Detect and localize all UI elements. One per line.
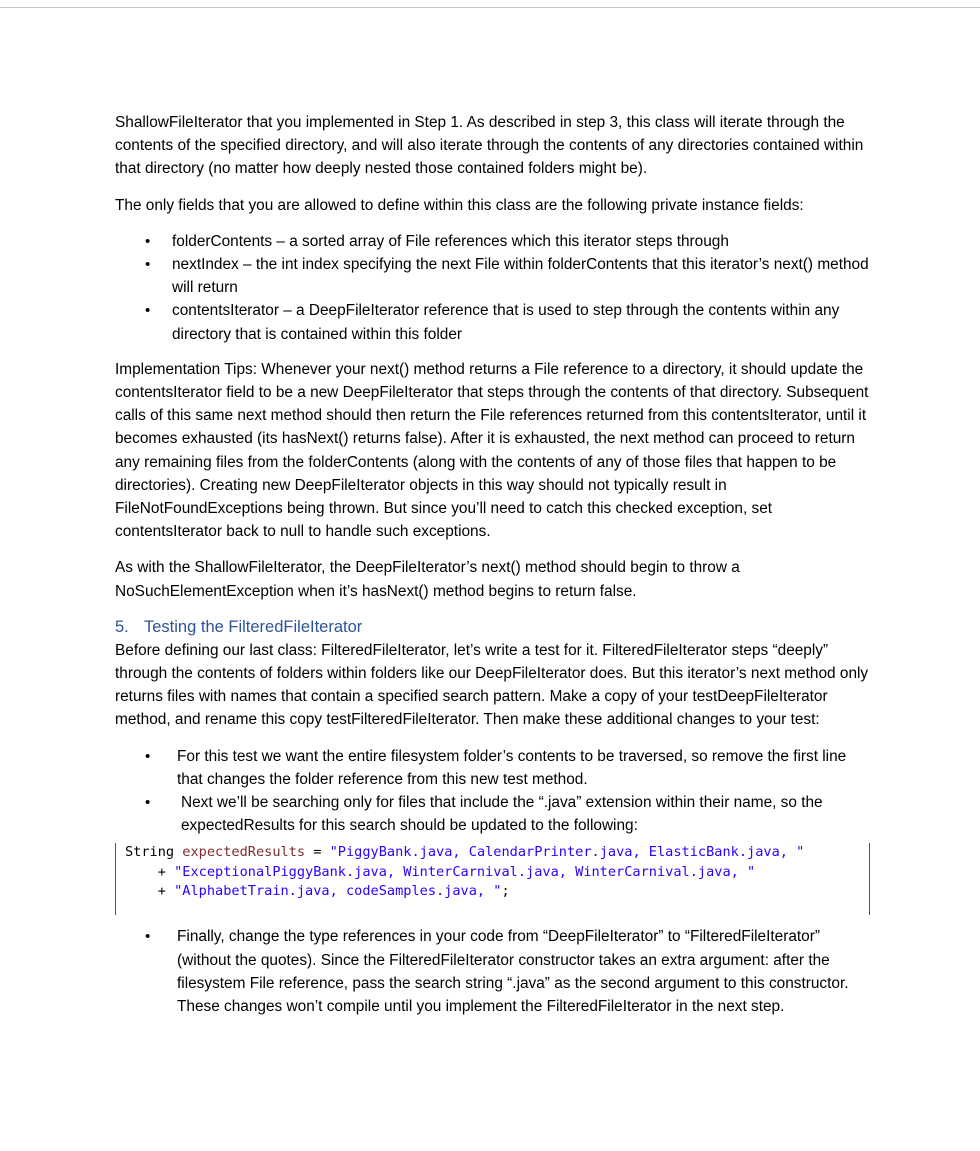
- code-string: "ExceptionalPiggyBank.java, WinterCarnival.java, WinterCarnival.java, ": [174, 863, 756, 880]
- bullet-icon: •: [145, 256, 151, 274]
- code-string: "AlphabetTrain.java, codeSamples.java, ": [174, 883, 502, 900]
- code-line: [125, 882, 869, 902]
- code-type: String: [125, 844, 175, 861]
- code-line: [125, 863, 869, 883]
- paragraph-implementation-tips: Implementation Tips: Whenever your next() method returns a File reference to a directory, it should update the contentsIterator field to be a new DeepFileIterator that steps through the contents of that directory. Subsequent calls of this same next method should then return the File references returned from this contentsIterator, until it becomes exhausted (its hasNext() returns false). After it is exhausted, the next method can proceed to return any remaining files from the folderContents (along with the contents of any of those files that happen to be directories). Creating new DeepFileIterator objects in this way should not typically result in FileNotFoundExceptions being thrown. But since you’ll need to catch this checked exception, set contentsIterator back to null to handle such exceptions.: [115, 360, 869, 541]
- paragraph-filtered-intro: Before defining our last class: FilteredFileIterator, let’s write a test for it. FilteredFileIterator steps “deeply” through the contents of folders within folders like our DeepFileIterator does. But this iterator’s next method only returns files with names that contain a specified search pattern. Make a copy of your testDeepFileIterator method, and rename this copy testFilteredFileIterator. Then make these additional changes to your test:: [115, 641, 869, 729]
- paragraph-deep-iterator-intro: ShallowFileIterator that you implemented in Step 1. As described in step 3, this class will iterate through the contents of the specified directory, and will also iterate through the contents of any directories contained within that directory (no matter how deeply nested those contained folders might be).: [115, 114, 864, 178]
- bullet-icon: •: [145, 794, 151, 812]
- list-item-text: contentsIterator – a DeepFileIterator reference that is used to step through the contents within any directory that is contained within this folder: [172, 302, 840, 343]
- list-item-text: folderContents – a sorted array of File references which this iterator steps through: [172, 232, 729, 250]
- changes-bullet-list: [115, 745, 870, 838]
- section-heading: [115, 616, 870, 639]
- fields-bullet-list: [115, 230, 870, 346]
- code-operator: +: [125, 883, 175, 900]
- bullet-icon: •: [145, 928, 151, 946]
- list-item: [115, 745, 870, 791]
- bullet-icon: •: [145, 302, 151, 320]
- code-variable: expectedResults: [182, 844, 306, 861]
- section-title: Testing the FilteredFileIterator: [144, 617, 363, 636]
- code-terminator: ;: [501, 883, 510, 900]
- list-item: [115, 230, 870, 253]
- list-item-text: Next we’ll be searching only for files that include the “.java” extension within their name, so the expectedResults for this search should be updated to the following:: [181, 794, 823, 835]
- list-item-text: For this test we want the entire filesystem folder’s contents to be traversed, so remove the first line that changes the folder reference from this new test method.: [177, 747, 847, 788]
- code-operator: =: [305, 844, 330, 861]
- bullet-icon: •: [145, 232, 151, 250]
- page-top-edge: [0, 0, 980, 8]
- paragraph-fields-intro: The only fields that you are allowed to define within this class are the following private instance fields:: [115, 196, 804, 214]
- list-item-text: Finally, change the type references in your code from “DeepFileIterator” to “FilteredFileIterator” (without the quotes). Since the FilteredFileIterator constructor takes an extra argument: after the filesystem File reference, pass the search string “.java” as the second argument to this constructor. These changes won’t compile until you implement the FilteredFileIterator in the next step.: [177, 928, 849, 1016]
- paragraph-no-such-element: As with the ShallowFileIterator, the DeepFileIterator’s next() method should begin to throw a NoSuchElementException when it’s hasNext() method begins to return false.: [115, 559, 740, 600]
- section-number: 5.: [115, 617, 129, 636]
- list-item: [115, 299, 870, 345]
- code-block: [115, 843, 870, 915]
- document-page: [115, 111, 870, 1030]
- code-operator: +: [125, 863, 175, 880]
- final-bullet-list: [115, 925, 870, 1018]
- list-item: [115, 925, 870, 1018]
- list-item: [115, 253, 870, 299]
- list-item-text: nextIndex – the int index specifying the next File within folderContents that this iterator’s next() method will return: [172, 256, 869, 297]
- list-item: [115, 791, 870, 837]
- bullet-icon: •: [145, 747, 151, 765]
- code-string: "PiggyBank.java, CalendarPrinter.java, ElasticBank.java, ": [329, 844, 805, 861]
- code-line: [125, 843, 869, 863]
